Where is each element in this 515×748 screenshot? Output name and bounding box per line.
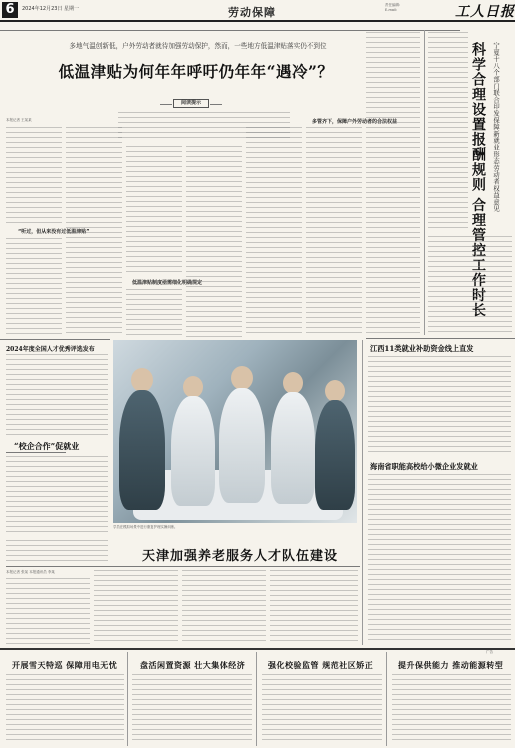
mid-brief-2-title: 海南省职能高校给小微企业发就业 xyxy=(370,462,478,471)
second-col-1 xyxy=(6,578,90,644)
second-headline: 天津加强养老服务人才队伍建设 xyxy=(141,549,338,564)
bottom-sep-3 xyxy=(386,652,387,746)
mid-brief-1-title: 江西11类就业补助资金线上直发 xyxy=(370,344,474,353)
lead-subhead-2: 低温津贴制度亟需细化明确规定 xyxy=(132,280,203,286)
bottom-4-title: 提升保供能力 推动能源转型 xyxy=(398,660,504,670)
section-title: 劳动保障 xyxy=(228,6,276,19)
lead-col-6-text xyxy=(306,127,362,337)
second-col-4 xyxy=(270,570,358,644)
bottom-1-text xyxy=(6,674,124,744)
bottom-3-title: 强化校验监管 规范社区矫正 xyxy=(268,660,374,670)
brief-2-rule xyxy=(6,452,66,453)
lead-subhead-3: 多管齐下，保障户外劳动者的合法权益 xyxy=(312,119,398,125)
bottom-2-title: 盘活闲置资源 壮大集体经济 xyxy=(140,660,246,670)
right-col-text-b xyxy=(428,236,512,336)
lead-subhead-1: “听过，但从来没有过低温津贴” xyxy=(18,229,90,235)
lead-headline: 低温津贴为何年年呼吁仍年年“遇冷”？ xyxy=(58,62,334,81)
box-rule-left xyxy=(160,104,172,105)
lead-col-4-text xyxy=(186,146,242,337)
lead-subheadline: 多地气温创新低，户外劳动者就待加强劳动保护，然而，一些地方低温津贴落实仍不到位 xyxy=(69,42,327,50)
lead-col-1-text xyxy=(6,127,62,225)
lead-col-5-text xyxy=(246,127,302,337)
mid-right-rule xyxy=(362,340,363,645)
email-line: E-mail: xyxy=(385,8,398,12)
brief-1-text xyxy=(6,354,108,438)
right-col-rule xyxy=(424,30,425,335)
header-rule xyxy=(0,20,515,22)
training-photo xyxy=(113,340,357,523)
second-byline: 本报记者 张某 本报通讯员 李某 xyxy=(6,570,55,574)
right-col-text-a xyxy=(428,32,468,232)
lead-top-rule xyxy=(0,30,460,31)
briefs-rule xyxy=(0,339,110,340)
bottom-sep-1 xyxy=(127,652,128,746)
second-col-3 xyxy=(182,570,266,644)
editor-meta xyxy=(385,3,455,13)
right-kicker: 宁夏十八个部门联合印发保障新就业形态劳动者权益意见 xyxy=(492,42,499,212)
bottom-sep-2 xyxy=(256,652,257,746)
editor-line: 责任编辑: xyxy=(385,3,401,7)
right-mid-rule xyxy=(366,338,515,339)
second-rule xyxy=(6,566,360,567)
lead-col-3-text xyxy=(126,146,182,276)
bottom-1-title: 开展雪天特巡 保障用电无忧 xyxy=(12,660,118,670)
newspaper-logo: 工人日报 xyxy=(455,4,515,20)
bottom-4-text xyxy=(392,674,511,744)
reading-tips-label: 阅读提示 xyxy=(173,99,209,108)
ad-label: 广告 xyxy=(486,650,493,654)
right-headline: 科学合理设置报酬规则 合理管控工作时长 xyxy=(470,42,486,318)
bottom-3-text xyxy=(262,674,382,744)
lead-col-7-text xyxy=(366,32,420,337)
brief-1-title: 2024年度全国人才优秀评选发布 xyxy=(6,346,95,353)
mid-brief-1-text xyxy=(368,356,511,456)
lead-byline: 本报记者 王某某 xyxy=(6,118,32,122)
photo-caption: 学员在模拟场景中进行康复护理实操训练。 xyxy=(113,525,178,529)
bottom-rule xyxy=(0,648,515,650)
brief-2-title: “校企合作”促就业 xyxy=(14,441,80,451)
brief-2-text xyxy=(6,456,108,536)
brief-2-cont-text xyxy=(6,540,108,564)
lead-col-1b-text xyxy=(6,238,62,338)
page-number: 6 xyxy=(2,2,18,18)
lead-col-3b-text xyxy=(126,289,182,337)
second-col-2 xyxy=(94,570,178,644)
issue-date: 2024年12月23日 星期一 xyxy=(22,6,80,12)
lead-col-2-text xyxy=(66,127,122,337)
bottom-2-text xyxy=(132,674,252,744)
box-rule-right xyxy=(210,104,222,105)
